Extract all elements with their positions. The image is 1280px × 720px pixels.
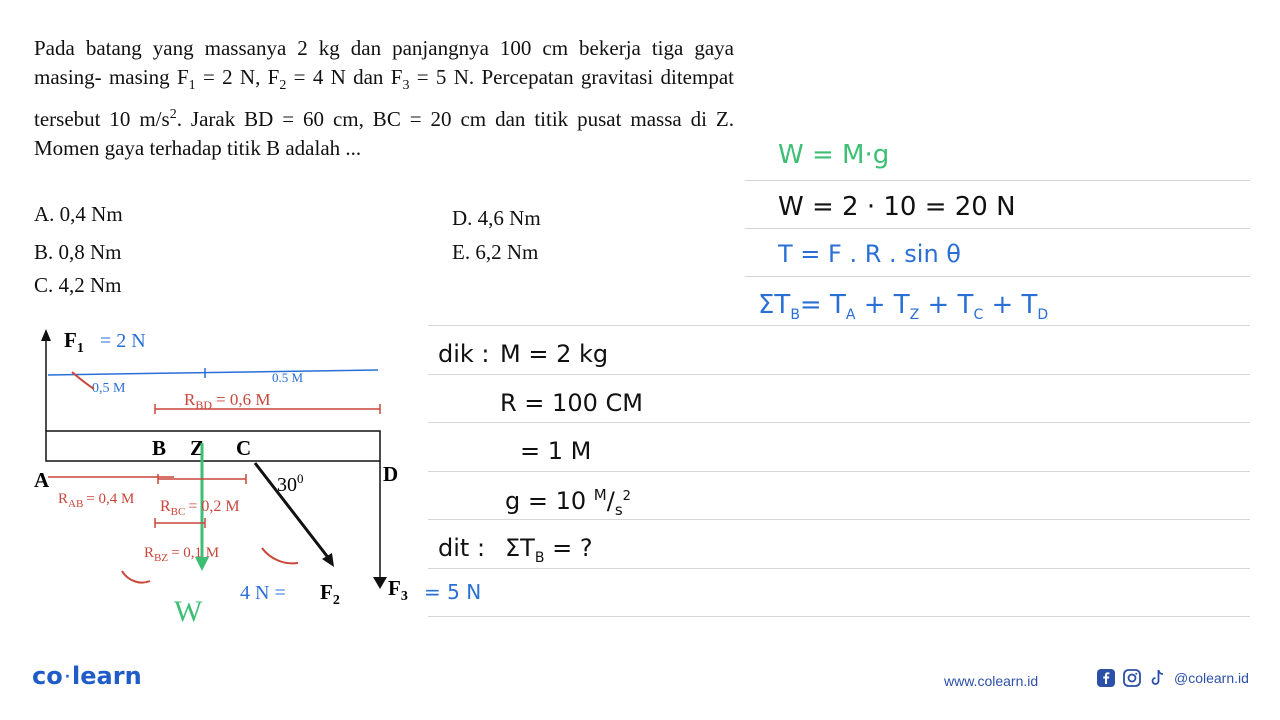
dit-label: dit : (438, 534, 486, 562)
f3-label: $F_3$ (388, 576, 408, 604)
dik-label: dik : (438, 340, 490, 368)
rbz-label: $R_{BZ} = 0,1$ M (144, 545, 220, 564)
option-c: C. 4,2 Nm (34, 273, 122, 297)
option-d: D. 4,6 Nm (452, 206, 541, 230)
tiktok-icon[interactable] (1148, 668, 1168, 688)
f1-label: $F_1$ (64, 328, 84, 356)
option-a: A. 0,4 Nm (34, 202, 123, 226)
given-length-m: = 1 M (520, 437, 592, 465)
rule-line (745, 180, 1250, 181)
rotation-curl-icon (122, 571, 150, 583)
point-d: D (383, 462, 399, 486)
colearn-logo: co ·learn (32, 662, 142, 690)
facebook-icon[interactable] (1096, 668, 1116, 688)
f2-value: 4 N = (240, 582, 286, 604)
beam-diagram (0, 315, 440, 635)
option-b: B. 0,8 Nm (34, 240, 122, 264)
rule-line (745, 276, 1250, 277)
rbc-label: $R_{BC} = 0,2$ M (160, 498, 240, 518)
rotation-curl-icon (262, 548, 298, 563)
rbd-label: $R_{BD} = 0,6$ M (184, 390, 271, 412)
half-left-label: 0,5 M (92, 381, 126, 396)
torque-sum: $\Sigma T_B= T_A + T_Z + T_C + T_D$ (758, 290, 1049, 324)
rule-line (428, 568, 1250, 569)
f3-arrowhead-icon (373, 577, 387, 589)
option-e: E. 6,2 Nm (452, 240, 539, 264)
asked-quantity: $\Sigma T_B$ = ? (505, 534, 593, 566)
rule-line (428, 471, 1250, 472)
social-links (1096, 668, 1249, 688)
rule-line (428, 519, 1250, 520)
f2-label: $F_2$ (320, 580, 340, 608)
angle-label: $30^0$ (277, 471, 304, 496)
rule-line (428, 325, 1250, 326)
instagram-icon[interactable] (1122, 668, 1142, 688)
f3-value: = 5 N (424, 580, 482, 604)
point-a: A (34, 468, 50, 492)
weight-formula: W = M·g (778, 140, 890, 170)
rule-line (428, 616, 1250, 617)
given-length: R = 100 CM (500, 389, 643, 417)
rab-label: $R_{AB} = 0,4$ M (58, 491, 135, 510)
given-gravity: g = 10 $^M/_s^2$ (505, 486, 631, 519)
rule-line (745, 228, 1250, 229)
website-link[interactable]: www.colearn.id (944, 673, 1039, 689)
point-z: Z (190, 436, 205, 460)
rule-line (428, 374, 1250, 375)
social-handle[interactable]: @colearn.id (1174, 670, 1249, 686)
weight-label: W (174, 595, 203, 628)
f1-arrowhead-icon (41, 329, 51, 341)
point-c: C (236, 436, 252, 460)
rule-line (428, 422, 1250, 423)
given-mass: M = 2 kg (500, 340, 609, 368)
point-b: B (152, 436, 167, 460)
torque-formula: T = F . R . sin θ (778, 240, 961, 268)
weight-calculation: W = 2 · 10 = 20 N (778, 192, 1016, 222)
full-length-line (48, 370, 378, 375)
f1-value: = 2 N (100, 330, 146, 352)
half-right-label: 0.5 M (272, 370, 304, 385)
problem-text: Pada batang yang massanya 2 kg dan panjangnya 100 cm bekerja tiga gaya masing- masing $F_1 = 2$ N, $F_2 = 4$ N dan $F_3 = 5$ N. Percepatan gravitasi ditempat tersebut 10 $m/s^2$. Jarak BD = 60 cm, BC = 20 cm dan titik pusat massa di Z. Momen gaya terhadap titik B adalah ... (34, 36, 734, 161)
beam (46, 431, 380, 461)
